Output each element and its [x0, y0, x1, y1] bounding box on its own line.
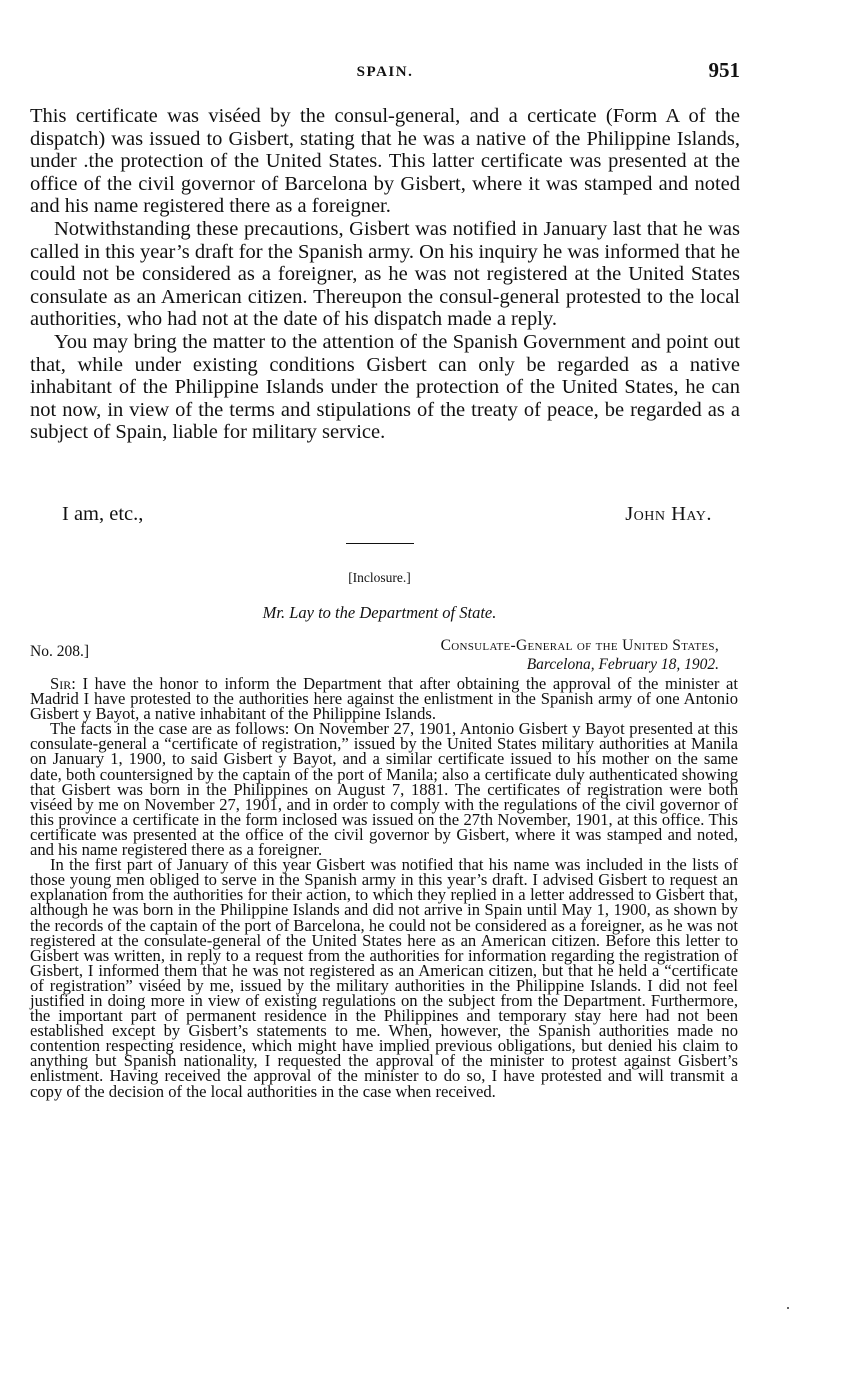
- complimentary-close: I am, etc.,: [62, 503, 144, 525]
- running-title: SPAIN.: [356, 64, 414, 80]
- page-number: 951: [708, 58, 740, 82]
- letter-body: [30, 676, 738, 1099]
- dateline: [441, 636, 719, 674]
- dispatch-number: No. 208.]: [30, 643, 89, 660]
- dateline-place-date: Barcelona, February 18, 1902.: [526, 656, 719, 673]
- main-paragraph-3: You may bring the matter to the attention of the Spanish Government and point out that, while under existing conditions Gisbert can only be regarded as a native inhabitant of the Philippine Islands under the protection of the United States, he can not now, in view of the terms and stipulations of the treaty of peace, be regarded as a subject of Spain, liable for military service.: [30, 330, 740, 444]
- closing: [30, 503, 712, 531]
- letter-paragraph-2: The facts in the case are as follows: On November 27, 1901, Antonio Gisbert y Bayot presented at this consulate-general a “certificate of registration,” issued by the United States military authorities at Manila on January 1, 1900, to said Gisbert y Bayot, and a similar certificate issued to his mother on the same date, both countersigned by the captain of the port of Manila; also a certificate duly authenticated showing that Gisbert was born in the Philippines on August 7, 1881. The certificates of registration were both viséed by me on November 27, 1901, and in order to comply with the regulations of the civil governor of this province a certificate in the form inclosed was issued on the 27th November, 1901, at this office. This certificate was presented at the office of the civil governor by Gisbert, where it was stamped and noted, and his name registered there as a foreigner.: [30, 719, 738, 860]
- signature: John Hay.: [625, 503, 712, 525]
- print-speck: [787, 1307, 789, 1309]
- main-paragraph-1: This certificate was viséed by the consul-general, and a certicate (Form A of the dispatch) was issued to Gisbert, stating that he was a native of the Philippine Islands, under .the protection of the United States. This latter certificate was presented at the office of the civil governor of Barcelona by Gisbert, where it was stamped and noted and his name registered there as a foreigner.: [30, 105, 740, 218]
- letter-paragraph-3: In the first part of January of this year Gisbert was notified that his name was included in the lists of those young men obliged to serve in the Spanish army in this year’s draft. I advised Gisbert to request an explanation from the authorities for their action, to which they replied in a letter addressed to Gisbert that, although he was born in the Philippine Islands and did not arrive in Spain until May 1, 1900, as shown by the records of the captain of the port of Barcelona, he could not be considered as a foreigner, as he was not registered at the consulate-general of the United States here as an American citizen. Before this letter to Gisbert was written, in reply to a request from the authorities for information regarding the registration of Gisbert, I informed them that he was not registered as an American citizen, but that he held a “certificate of registration” viséed by me, issued by the military authorities in the Philippine Islands. I did not feel justified in doing more in view of existing regulations on the subject from the Department. Furthermore, the important part of permanent residence in the Philippines and temporary stay here had not been established except by Gisbert’s statements to me. When, however, the Spanish authorities made no contention respecting residence, which might have implied previous obligations, but denied his claim to anything but Spanish nationality, I requested the approval of the minister to protest against Gisbert’s enlistment. Having received the approval of the minister to do so, I have protested and will transmit a copy of the decision of the local authorities in the case when received.: [30, 855, 738, 1101]
- salutation: Sir:: [50, 674, 76, 693]
- inclosure-label: [Inclosure.]: [348, 570, 411, 585]
- letter-heading: Mr. Lay to the Department of State.: [262, 603, 497, 622]
- letter-paragraph-1-text: I have the honor to inform the Department that after obtaining the approval of the minister at Madrid I have protested to the authorities here against the enlistment in the Spanish army of one Antonio Gisbert y Bayot, a native inhabitant of the Philippine Islands.: [30, 674, 738, 724]
- letter-paragraph-1: [30, 674, 738, 724]
- main-paragraph-2: Notwithstanding these precautions, Gisbert was notified in January last that he was called in this year’s draft for the Spanish army. On his inquiry he was informed that he could not be considered as a foreigner, as he was not registered at the United States consulate as an American citizen. Thereupon the consul-general protested to the local authorities, who had not at the date of his dispatch made a reply.: [30, 217, 740, 331]
- running-head: [30, 58, 740, 88]
- dateline-office: Consulate-General of the United States,: [440, 637, 719, 654]
- section-divider: [346, 543, 414, 544]
- main-body: [30, 105, 740, 444]
